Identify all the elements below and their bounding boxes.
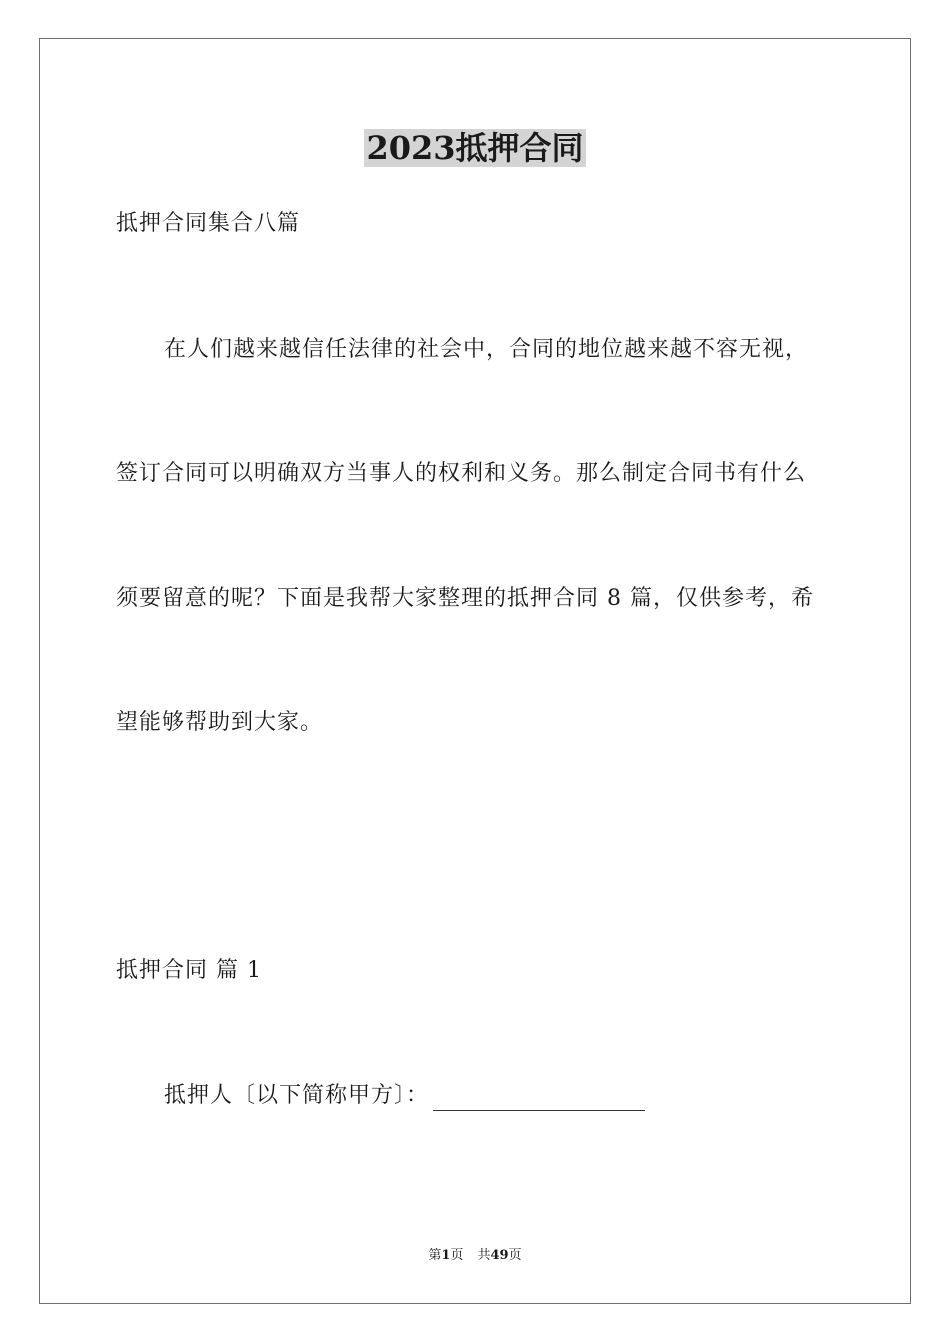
page-footer <box>0 1247 950 1265</box>
footer-total-suffix: 页 <box>508 1248 522 1263</box>
footer-total-prefix: 共 <box>477 1248 491 1263</box>
paragraph-line-3: 须要留意的呢？下面是我帮大家整理的抵押合同 8 篇，仅供参考，希 <box>116 586 814 611</box>
document-title-text: 2023抵押合同 <box>366 129 584 167</box>
paragraph-line-2: 签订合同可以明确双方当事人的权利和义务。那么制定合同书有什么 <box>116 461 807 486</box>
footer-page-number: 1 <box>441 1248 451 1263</box>
document-title <box>0 128 950 168</box>
mortgagor-label: 抵押人〔以下简称甲方〕： <box>164 1083 430 1108</box>
footer-page-suffix: 页 <box>450 1248 464 1263</box>
mortgagor-field <box>164 1081 645 1111</box>
paragraph-line-1: 在人们越来越信任法律的社会中，合同的地位越来越不容无视， <box>164 337 809 362</box>
paragraph-line-4: 望能够帮助到大家。 <box>116 710 324 735</box>
mortgagor-blank[interactable] <box>433 1088 645 1111</box>
section-heading: 抵押合同 篇 1 <box>116 958 262 983</box>
footer-total-pages: 49 <box>490 1248 509 1263</box>
footer-prefix: 第 <box>428 1248 442 1263</box>
document-subtitle: 抵押合同集合八篇 <box>116 211 301 236</box>
